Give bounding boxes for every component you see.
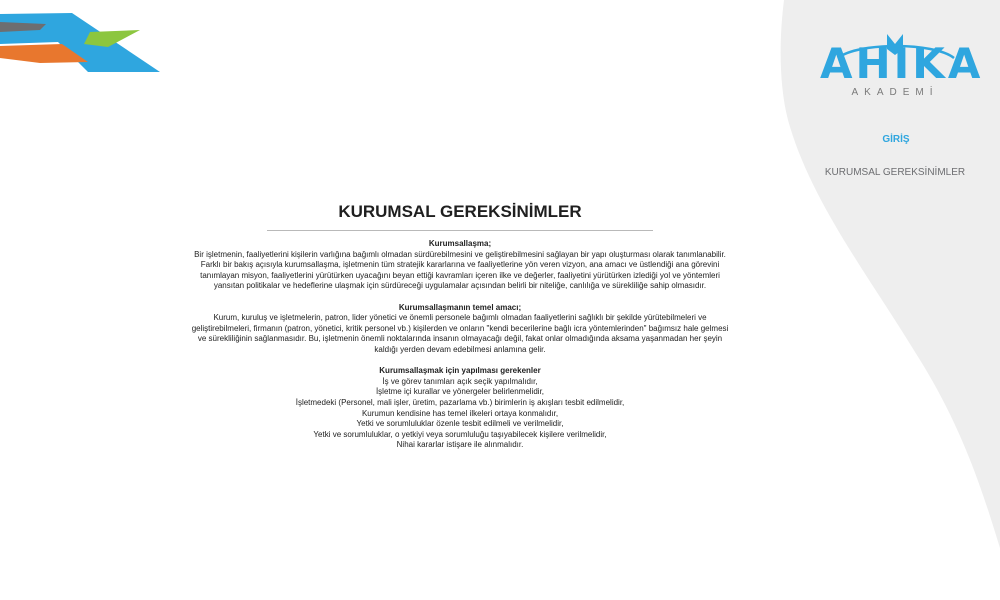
main-content <box>190 200 730 461</box>
nav-item-giris[interactable]: GİRİŞ <box>882 134 910 145</box>
requirements-list <box>190 377 730 451</box>
section-heading: Kurumsallaşmak için yapılması gerekenler <box>379 366 541 376</box>
section-temel-amac <box>190 303 730 356</box>
list-item: Kurumun kendisine has temel ilkeleri ortaya konmalıdır, <box>361 408 559 418</box>
section-yapilmasi-gerekenler <box>190 366 730 451</box>
section-body: Kurum, kuruluş ve işletmelerin, patron, lider yönetici ve önemli personele bağımlı olmadan faaliyetlerini sağlıklı bir şekilde yürütebilmeleri ve geliştirebilmeleri, firmanın (patron, yönetici, kritik personel vb.) kişilerden ve onların "kendi becerilerine bağlı icra yöntemlerinden" bağımsız hale gelmesi ve sürekliliğinin sağlanmasıdır. Bu, işletmenin önemli noktalarında insanın olmayacağı değil, fakat onlar olmadığında aksama yaşanmadan her şeyin kaldığı yerden devam edebilmesi anlamına gelir. <box>191 313 729 354</box>
list-item: Yetki ve sorumluluklar, o yetkiyi veya sorumluluğu taşıyabilecek kişilere verilmelidir, <box>313 429 607 439</box>
section-kurumsallasma <box>190 239 730 292</box>
list-item: İşletmedeki (Personel, mali işler, üretim, pazarlama vb.) birimlerin iş akışları tesbit edilmelidir, <box>295 397 625 407</box>
section-body: Bir işletmenin, faaliyetlerini kişilerin varlığına bağımlı olmadan sürdürebilmesini ve geliştirebilmesini sağlayan bir yapı oluşturması olarak tanımlanabilir. Farklı bir bakış açısıyla kurumsallaşma, işletmenin tüm stratejik kararlarına ve faaliyetlerine yön veren vizyon, ana amacı ve üstlendiği ana görevini tanımlayan misyon, faaliyetlerini yürütürken uyacağını beyan ettiği kavramları içeren ilke ve değerler, faaliyetini yürütürken izlediği yol ve yöntemleri yansıtan politikalar ve hedeflerine ulaşmak için sürdüreceği uygulamalar açısından belirli bir niteliğe, canlılığa ve sürekliliğe sahip olmasıdır. <box>194 249 726 291</box>
title-divider <box>267 230 653 231</box>
brand-wordmark: AHIKA <box>820 39 984 88</box>
brand-subtitle: AKADEMİ <box>851 87 939 98</box>
section-heading: Kurumsallaşmanın temel amacı; <box>398 302 522 312</box>
list-item: İş ve görev tanımları açık seçik yapılmalıdır, <box>382 376 538 386</box>
list-item: Yetki ve sorumluluklar özenle tesbit edilmeli ve verilmelidir, <box>356 419 564 429</box>
page-title: KURUMSAL GEREKSİNİMLER <box>338 202 582 221</box>
nav-item-kurumsal-gereksinimler[interactable]: KURUMSAL GEREKSİNİMLER <box>824 167 966 178</box>
section-heading: Kurumsallaşma; <box>428 239 492 248</box>
list-item: İşletme içi kurallar ve yönergeler belirlenmelidir, <box>375 387 545 397</box>
list-item: Nihai kararlar istişare ile alınmalıdır. <box>396 440 524 450</box>
